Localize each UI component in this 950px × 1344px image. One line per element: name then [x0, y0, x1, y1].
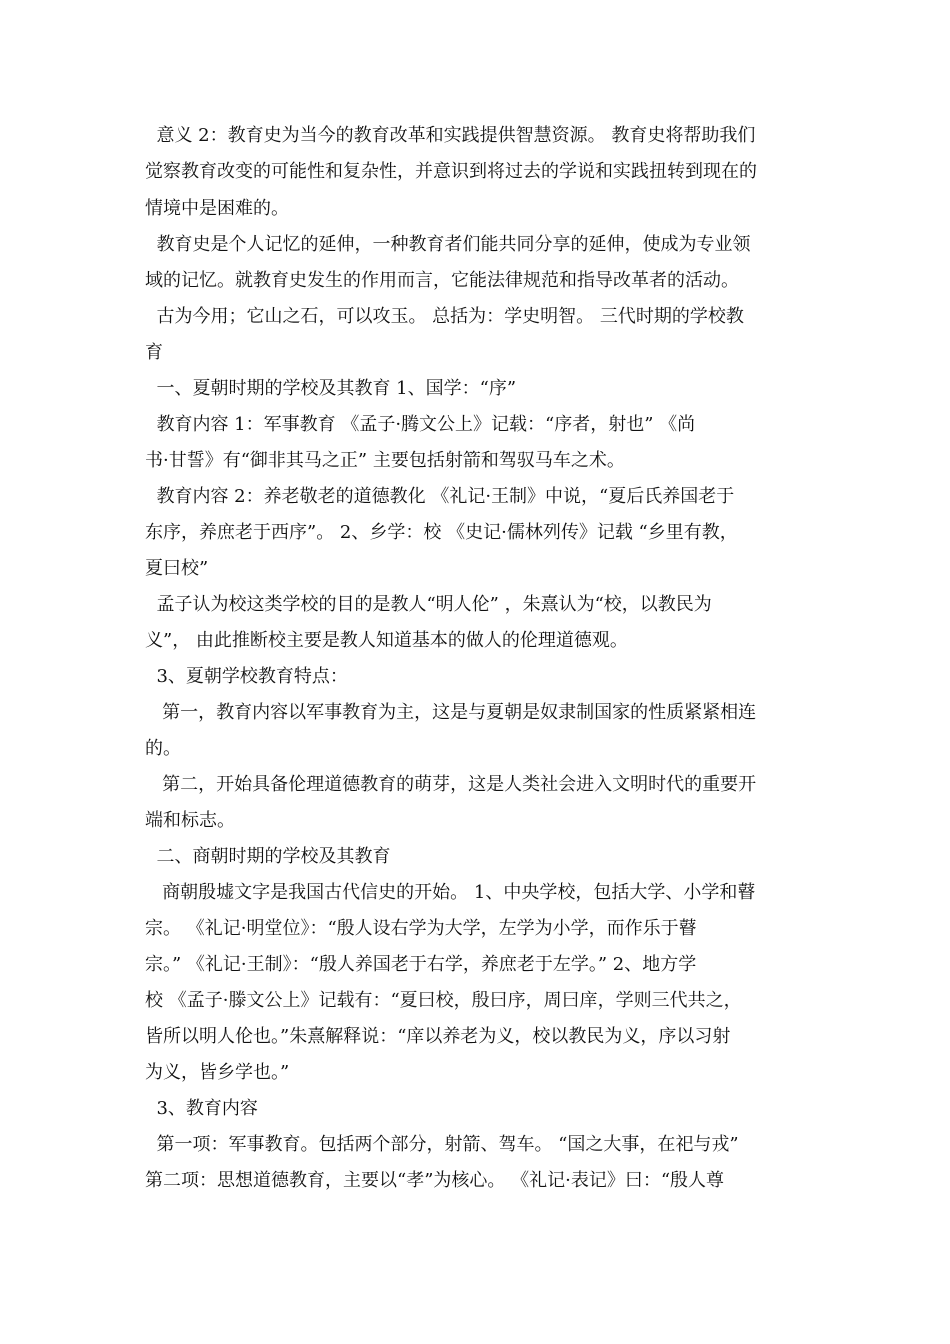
text-line: 校 《孟子·滕文公上》记载有：“夏曰校，殷曰序，周曰庠，学则三代共之，	[145, 990, 742, 1011]
text-line: 教育内容 2：养老敬老的道德教化 《礼记·王制》中说，“夏后氏养国老于	[145, 486, 735, 507]
text-line: 古为今用；它山之石，可以攻玉。 总括为：学史明智。 三代时期的学校教	[145, 306, 744, 327]
text-line: 为义，皆乡学也。”	[145, 1062, 290, 1083]
text-line: 商朝殷墟文字是我国古代信史的开始。 1、中央学校，包括大学、小学和瞽	[145, 882, 756, 903]
text-line: 端和标志。	[145, 810, 235, 831]
text-line: 育	[145, 342, 163, 363]
text-line: 第一项：军事教育。包括两个部分，射箭、驾车。 “国之大事，在祀与戎”	[145, 1134, 739, 1155]
text-line: 情境中是困难的。	[145, 198, 289, 219]
text-line: 的。	[145, 738, 181, 759]
text-line: 宗。 《礼记·明堂位》：“殷人设右学为大学，左学为小学，而作乐于瞽	[145, 918, 697, 939]
text-line: 宗。” 《礼记·王制》：“殷人养国老于右学，养庶老于左学。” 2、地方学	[145, 954, 697, 975]
text-line: 觉察教育改变的可能性和复杂性，并意识到将过去的学说和实践扭转到现在的	[145, 161, 757, 182]
text-line: 3、夏朝学校教育特点：	[145, 666, 348, 687]
text-line: 夏曰校”	[145, 558, 209, 579]
text-line: 教育内容 1：军事教育 《孟子·腾文公上》记载：“序者，射也” 《尚	[145, 414, 696, 435]
text-line: 域的记忆。就教育史发生的作用而言，它能法律规范和指导改革者的活动。	[145, 270, 739, 291]
text-line: 第一，教育内容以军事教育为主，这是与夏朝是奴隶制国家的性质紧紧相连	[145, 702, 757, 723]
text-line: 第二项：思想道德教育，主要以“孝”为核心。 《礼记·表记》曰：“殷人尊	[145, 1170, 725, 1191]
text-line: 第二，开始具备伦理道德教育的萌芽，这是人类社会进入文明时代的重要开	[145, 774, 757, 795]
text-line: 义”， 由此推断校主要是教人知道基本的做人的伦理道德观。	[145, 630, 628, 651]
text-line: 东序，养庶老于西序”。 2、乡学：校 《史记·儒林列传》记载 “乡里有教，	[145, 522, 738, 543]
text-line: 皆所以明人伦也。”朱熹解释说：“庠以养老为义，校以教民为义，序以习射	[145, 1026, 731, 1047]
text-line: 书·甘誓》有“御非其马之正” 主要包括射箭和驾驭马车之术。	[145, 450, 625, 471]
text-line: 教育史是个人记忆的延伸，一种教育者们能共同分享的延伸，使成为专业领	[145, 234, 751, 255]
text-line: 意义 2：教育史为当今的教育改革和实践提供智慧资源。 教育史将帮助我们	[145, 125, 756, 146]
text-line: 一、夏朝时期的学校及其教育 1、国学：“序”	[145, 378, 517, 399]
text-line: 3、教育内容	[145, 1098, 258, 1119]
text-line: 二、商朝时期的学校及其教育	[145, 846, 391, 867]
text-line: 孟子认为校这类学校的目的是教人“明人伦” ，朱熹认为“校，以教民为	[145, 594, 712, 615]
